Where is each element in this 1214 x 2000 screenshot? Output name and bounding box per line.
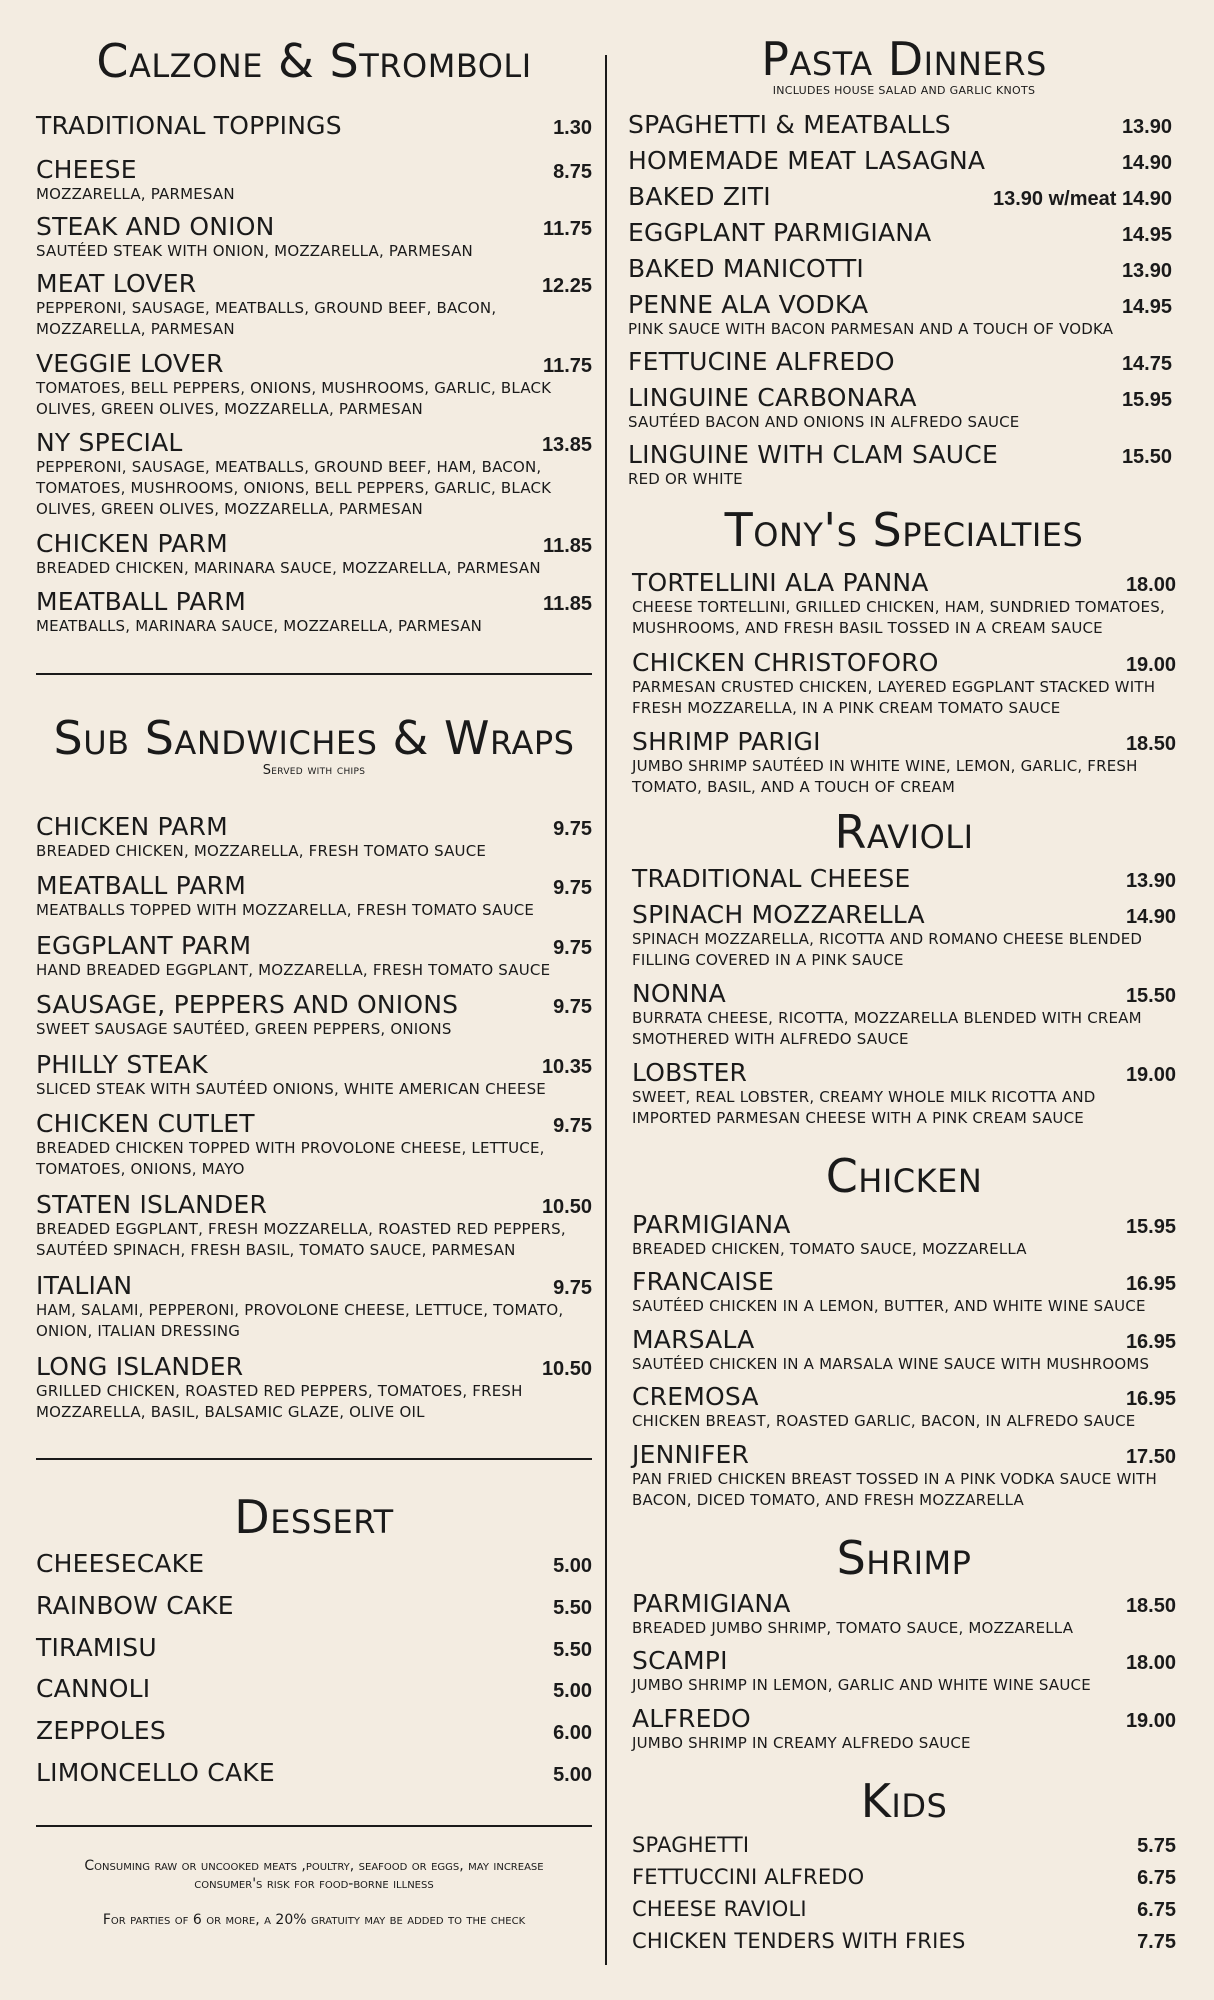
pasta-section — [632, 32, 1176, 97]
item-price: 5.00 — [553, 1680, 592, 1702]
item-price: 9.75 — [553, 877, 592, 899]
item-description: PINK SAUCE WITH BACON PARMESAN AND A TOUCH OF VODKA — [628, 320, 1114, 338]
item-price: 19.00 — [1125, 654, 1176, 676]
item-price: 11.85 — [543, 535, 592, 557]
item-description: BREADED CHICKEN TOPPED WITH PROVOLONE CHEESE, LETTUCE, TOMATOES, ONIONS, MAYO — [36, 1139, 545, 1178]
item-price: 11.75 — [543, 355, 592, 377]
item-name: PARMIGIANA — [632, 1589, 791, 1618]
ravioli-section — [632, 805, 1176, 859]
menu-item — [632, 1834, 1176, 1858]
menu-item — [36, 1676, 592, 1703]
item-name: SCAMPI — [632, 1646, 728, 1675]
right-column — [628, 0, 1176, 2000]
menu-item — [628, 385, 1172, 433]
item-name: PHILLY STEAK — [36, 1050, 208, 1079]
item-name: BAKED MANICOTTI — [628, 254, 864, 283]
item-name: TRADITIONAL TOPPINGS — [36, 111, 342, 140]
subs-title: Sub Sandwiches & Wraps — [53, 711, 575, 765]
item-name: PARMIGIANA — [632, 1210, 791, 1239]
item-name: CHICKEN CHRISTOFORO — [632, 648, 939, 677]
shrimp-title: Shrimp — [836, 1531, 972, 1585]
item-price: 13.90 — [1121, 116, 1172, 138]
item-description: SWEET SAUSAGE SAUTÉED, GREEN PEPPERS, ONIONS — [36, 1020, 452, 1038]
item-description: BREADED CHICKEN, TOMATO SAUCE, MOZZARELLA — [632, 1240, 1027, 1258]
food-safety-warning: Consuming raw or uncooked meats ,poultry, seafood or eggs, may increase consumer's risk for food-borne illness — [84, 1858, 544, 1892]
item-name: FETTUCINE ALFREDO — [628, 347, 895, 376]
chicken-title: Chicken — [825, 1149, 983, 1203]
item-price: 5.50 — [553, 1639, 592, 1661]
item-name: ITALIAN — [36, 1271, 133, 1300]
item-price: 7.75 — [1137, 1931, 1176, 1953]
item-name: MEAT LOVER — [36, 269, 197, 298]
item-price: 5.00 — [553, 1555, 592, 1577]
dessert-title: Dessert — [234, 1490, 394, 1544]
item-price: 19.00 — [1125, 1064, 1176, 1086]
item-description: BREADED CHICKEN, MOZZARELLA, FRESH TOMATO SAUCE — [36, 842, 487, 860]
item-description: SAUTÉED CHICKEN IN A MARSALA WINE SAUCE WITH MUSHROOMS — [632, 1355, 1150, 1373]
item-name: CHICKEN PARM — [36, 529, 228, 558]
menu-item — [628, 349, 1172, 376]
item-name: TIRAMISU — [36, 1633, 157, 1662]
item-description: JUMBO SHRIMP SAUTÉED IN WHITE WINE, LEMON, GARLIC, FRESH TOMATO, BASIL, AND A TOUCH OF CREAM — [632, 757, 1138, 796]
item-name: LIMONCELLO CAKE — [36, 1758, 275, 1787]
item-description: SLICED STEAK WITH SAUTÉED ONIONS, WHITE AMERICAN CHEESE — [36, 1080, 546, 1098]
item-name: CHICKEN PARM — [36, 812, 228, 841]
item-price: 6.75 — [1137, 1899, 1176, 1921]
item-price: 17.50 — [1125, 1446, 1176, 1468]
menu-item — [632, 1212, 1176, 1260]
item-price: 13.90 — [1125, 870, 1176, 892]
item-name: FRANCAISE — [632, 1267, 774, 1296]
item-price: 9.75 — [553, 1115, 592, 1137]
menu-item — [36, 1760, 592, 1787]
item-name: CHICKEN TENDERS WITH FRIES — [632, 1929, 966, 1953]
section-divider — [36, 1825, 592, 1827]
item-price: 1.30 — [553, 117, 592, 139]
menu-item — [628, 148, 1172, 175]
menu-item — [36, 1551, 592, 1578]
item-name: MARSALA — [632, 1325, 755, 1354]
item-price: 8.75 — [553, 161, 592, 183]
item-price: 11.75 — [543, 218, 592, 240]
item-price: 16.95 — [1125, 1273, 1176, 1295]
column-divider — [605, 55, 607, 1965]
item-description: GRILLED CHICKEN, ROASTED RED PEPPERS, TOMATOES, FRESH MOZZARELLA, BASIL, BALSAMIC GLAZE, OLIVE OIL — [36, 1382, 523, 1421]
item-price: 5.75 — [1137, 1835, 1176, 1857]
item-price: 15.95 — [1121, 389, 1172, 411]
item-name: ALFREDO — [632, 1704, 751, 1733]
pasta-title: Pasta Dinners — [761, 32, 1047, 86]
item-price: 9.75 — [553, 996, 592, 1018]
item-name: SAUSAGE, PEPPERS AND ONIONS — [36, 990, 459, 1019]
menu-item — [628, 184, 1172, 211]
item-price: 5.50 — [553, 1597, 592, 1619]
item-description: PEPPERONI, SAUSAGE, MEATBALLS, GROUND BEEF, HAM, BACON, TOMATOES, MUSHROOMS, ONIONS, BELL PEPPERS, GARLIC, BLACK OLIVES, GREEN OLIVES, MOZZARELLA, PARMESAN — [36, 458, 552, 518]
item-description: PARMESAN CRUSTED CHICKEN, LAYERED EGGPLANT STACKED WITH FRESH MOZZARELLA, IN A PINK CREAM TOMATO SAUCE — [632, 678, 1156, 717]
item-price: 13.90 — [1121, 260, 1172, 282]
item-description: PAN FRIED CHICKEN BREAST TOSSED IN A PINK VODKA SAUCE WITH BACON, DICED TOMATO, AND FRESH MOZZARELLA — [632, 1470, 1158, 1509]
item-description: HAM, SALAMI, PEPPERONI, PROVOLONE CHEESE, LETTUCE, TOMATO, ONION, ITALIAN DRESSING — [36, 1301, 564, 1340]
item-name: BAKED ZITI — [628, 182, 771, 211]
item-name: LINGUINE CARBONARA — [628, 383, 917, 412]
dessert-section — [36, 0, 592, 2000]
item-name: MEATBALL PARM — [36, 871, 246, 900]
item-price: 5.00 — [553, 1764, 592, 1786]
item-description: JUMBO SHRIMP IN CREAMY ALFREDO SAUCE — [632, 1734, 971, 1752]
item-name: EGGPLANT PARMIGIANA — [628, 218, 932, 247]
tonys-section — [632, 503, 1176, 557]
item-description: CHICKEN BREAST, ROASTED GARLIC, BACON, IN ALFREDO SAUCE — [632, 1412, 1136, 1430]
calzone-title: Calzone & Stromboli — [96, 34, 532, 88]
item-description: BREADED EGGPLANT, FRESH MOZZARELLA, ROASTED RED PEPPERS, SAUTÉED SPINACH, FRESH BASIL, TOMATO SAUCE, PARMESAN — [36, 1220, 566, 1259]
item-price: 11.85 — [543, 593, 592, 615]
item-name: CREMOSA — [632, 1382, 759, 1411]
item-price: 10.50 — [541, 1358, 592, 1380]
item-name: FETTUCCINI ALFREDO — [632, 1865, 865, 1889]
item-price: 18.50 — [1125, 733, 1176, 755]
item-name: JENNIFER — [632, 1440, 750, 1469]
item-price: 19.00 — [1125, 1710, 1176, 1732]
item-name: SPAGHETTI & MEATBALLS — [628, 110, 951, 139]
item-name: LONG ISLANDER — [36, 1352, 244, 1381]
item-name: CHICKEN CUTLET — [36, 1109, 255, 1138]
item-price: 16.95 — [1125, 1388, 1176, 1410]
menu-item — [628, 442, 1172, 490]
item-price: 12.25 — [541, 275, 592, 297]
menu-item — [632, 1706, 1176, 1754]
item-description: SAUTÉED STEAK WITH ONION, MOZZARELLA, PARMESAN — [36, 242, 473, 260]
item-name: CHEESECAKE — [36, 1549, 205, 1578]
item-description: MEATBALLS, MARINARA SAUCE, MOZZARELLA, PARMESAN — [36, 617, 483, 635]
item-description: JUMBO SHRIMP IN LEMON, GARLIC AND WHITE WINE SAUCE — [632, 1676, 1091, 1694]
menu-item — [632, 866, 1176, 893]
item-description: TOMATOES, BELL PEPPERS, ONIONS, MUSHROOMS, GARLIC, BLACK OLIVES, GREEN OLIVES, MOZZARELLA, PARMESAN — [36, 379, 552, 418]
item-name: LINGUINE WITH CLAM SAUCE — [628, 440, 998, 469]
item-price: 14.90 — [1121, 152, 1172, 174]
gratuity-note: For parties of 6 or more, a 20% gratuity may be added to the check — [102, 1912, 526, 1928]
menu-item — [632, 1898, 1176, 1922]
menu-item — [632, 1866, 1176, 1890]
menu-item — [632, 1930, 1176, 1954]
menu-item — [632, 1384, 1176, 1432]
item-name: SHRIMP PARIGI — [632, 727, 821, 756]
menu-item — [632, 729, 1176, 798]
item-price: 18.00 — [1125, 574, 1176, 596]
item-description: SPINACH MOZZARELLA, RICOTTA AND ROMANO CHEESE BLENDED FILLING COVERED IN A PINK SAUCE — [632, 930, 1143, 969]
item-name: MEATBALL PARM — [36, 587, 246, 616]
item-description: BREADED JUMBO SHRIMP, TOMATO SAUCE, MOZZARELLA — [632, 1619, 1074, 1637]
item-price: 15.95 — [1125, 1216, 1176, 1238]
item-price: 10.50 — [541, 1196, 592, 1218]
item-price: 14.95 — [1121, 296, 1172, 318]
item-description: CHEESE TORTELLINI, GRILLED CHICKEN, HAM, SUNDRIED TOMATOES, MUSHROOMS, AND FRESH BASIL TOSSED IN A CREAM SAUCE — [632, 598, 1165, 637]
item-name: RAINBOW CAKE — [36, 1591, 234, 1620]
item-price: 14.90 — [1125, 906, 1176, 928]
item-price: 9.75 — [553, 1277, 592, 1299]
item-description: SWEET, REAL LOBSTER, CREAMY WHOLE MILK RICOTTA AND IMPORTED PARMESAN CHEESE WITH A PINK CREAM SAUCE — [632, 1088, 1096, 1127]
item-description: SAUTÉED CHICKEN IN A LEMON, BUTTER, AND WHITE WINE SAUCE — [632, 1297, 1146, 1315]
item-name: SPAGHETTI — [632, 1833, 750, 1857]
pasta-subtitle: INCLUDES HOUSE SALAD AND GARLIC KNOTS — [772, 84, 1036, 97]
item-price: 14.95 — [1121, 224, 1172, 246]
item-name: STEAK AND ONION — [36, 212, 275, 241]
item-price: 18.50 — [1125, 1595, 1176, 1617]
item-price: 6.75 — [1137, 1867, 1176, 1889]
item-name: VEGGIE LOVER — [36, 349, 224, 378]
item-name: CANNOLI — [36, 1674, 151, 1703]
item-price: 15.50 — [1125, 985, 1176, 1007]
item-price: 9.75 — [553, 937, 592, 959]
item-name: CHEESE RAVIOLI — [632, 1897, 807, 1921]
menu-item — [36, 1635, 592, 1662]
subs-subtitle: Served with chips — [262, 763, 366, 778]
menu-item — [632, 1591, 1176, 1639]
menu-item — [632, 1442, 1176, 1511]
tonys-title: Tony's Specialties — [724, 503, 1084, 557]
item-price: 9.75 — [553, 818, 592, 840]
item-price: 10.35 — [541, 1056, 592, 1078]
item-name: LOBSTER — [632, 1058, 748, 1087]
shrimp-section — [632, 1531, 1176, 1585]
kids-section — [632, 1774, 1176, 1828]
item-description: HAND BREADED EGGPLANT, MOZZARELLA, FRESH TOMATO SAUCE — [36, 961, 551, 979]
chicken-section — [632, 1149, 1176, 1203]
item-price: 18.00 — [1125, 1652, 1176, 1674]
menu-item — [632, 650, 1176, 719]
item-name: PENNE ALA VODKA — [628, 290, 869, 319]
menu-item — [36, 1593, 592, 1620]
menu-item — [632, 1060, 1176, 1129]
menu-item — [632, 570, 1176, 639]
item-price: 16.95 — [1125, 1331, 1176, 1353]
menu-item — [632, 902, 1176, 971]
menu-item — [632, 1269, 1176, 1317]
item-name: STATEN ISLANDER — [36, 1190, 268, 1219]
item-price: 13.90 w/meat 14.90 — [992, 188, 1172, 210]
menu-item — [632, 981, 1176, 1050]
item-name: CHEESE — [36, 155, 137, 184]
kids-title: Kids — [860, 1774, 948, 1828]
item-description: SAUTÉED BACON AND ONIONS IN ALFREDO SAUCE — [628, 413, 1020, 431]
menu-item — [632, 1327, 1176, 1375]
item-description: BREADED CHICKEN, MARINARA SAUCE, MOZZARELLA, PARMESAN — [36, 559, 541, 577]
item-name: NY SPECIAL — [36, 428, 183, 457]
menu-item — [628, 256, 1172, 283]
item-name: TRADITIONAL CHEESE — [632, 864, 911, 893]
item-name: EGGPLANT PARM — [36, 931, 252, 960]
item-description: RED OR WHITE — [628, 470, 743, 488]
menu-item — [628, 220, 1172, 247]
item-name: HOMEMADE MEAT LASAGNA — [628, 146, 986, 175]
item-description: MEATBALLS TOPPED WITH MOZZARELLA, FRESH TOMATO SAUCE — [36, 901, 535, 919]
item-description: PEPPERONI, SAUSAGE, MEATBALLS, GROUND BEEF, BACON, MOZZARELLA, PARMESAN — [36, 299, 497, 338]
item-name: SPINACH MOZZARELLA — [632, 900, 925, 929]
item-price: 6.00 — [553, 1722, 592, 1744]
menu-item — [628, 112, 1172, 139]
menu-item — [628, 292, 1172, 340]
menu-item — [632, 1648, 1176, 1696]
item-price: 13.85 — [541, 434, 592, 456]
item-description: BURRATA CHEESE, RICOTTA, MOZZARELLA BLENDED WITH CREAM SMOTHERED WITH ALFREDO SAUCE — [632, 1009, 1142, 1048]
item-price: 15.50 — [1121, 446, 1172, 468]
item-description: MOZZARELLA, PARMESAN — [36, 185, 235, 203]
item-name: TORTELLINI ALA PANNA — [632, 568, 929, 597]
item-name: ZEPPOLES — [36, 1716, 166, 1745]
item-price: 14.75 — [1121, 353, 1172, 375]
menu-item — [36, 1718, 592, 1745]
item-name: NONNA — [632, 979, 726, 1008]
ravioli-title: Ravioli — [834, 805, 974, 859]
